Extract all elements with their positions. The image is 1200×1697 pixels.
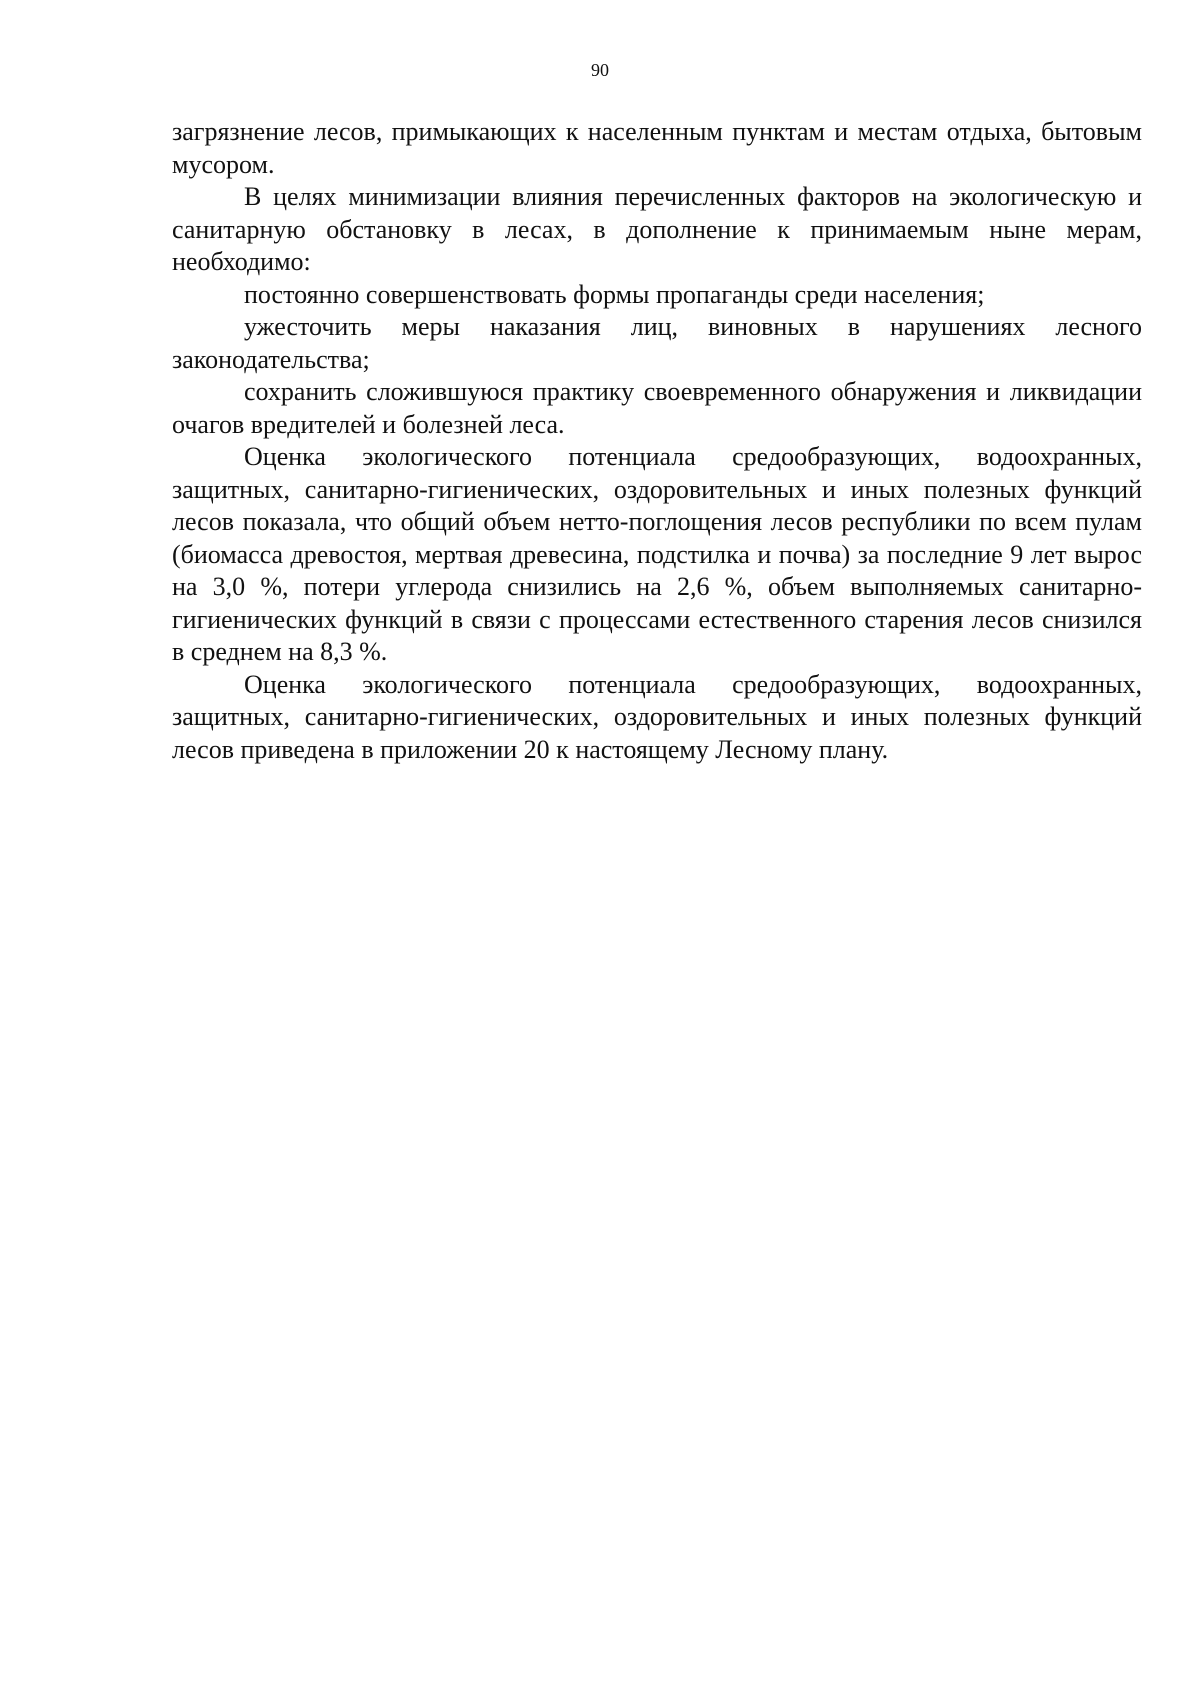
paragraph-appendix-reference: Оценка экологического потенциала средообразующих, водоохранных, защитных, санитарно-гигиенических, оздоровительных и иных полезных функций лесов приведена в приложении 20 к настоящему Лесному плану. xyxy=(172,669,1142,764)
paragraph-ecological-assessment: Оценка экологического потенциала средообразующих, водоохранных, защитных, санитарно-гигиенических, оздоровительных и иных полезных функций лесов показала, что общий объем нетто-поглощения лесов республики по всем пулам (биомасса древостоя, мертвая древесина, подстилка и почва) за последние 9 лет вырос на 3,0 %, потери углерода снизились на 2,6 %, объем выполняемых санитарно-гигиенических функций в связи с процессами естественного старения лесов снизился в среднем на 8,3 %. xyxy=(172,442,1142,666)
list-item-propaganda: постоянно совершенствовать формы пропаганды среди населения; xyxy=(244,279,985,309)
list-item-penalties: ужесточить меры наказания лиц, виновных в нарушениях лесного законодательства; xyxy=(172,312,1142,374)
paragraph-measures-intro: В целях минимизации влияния перечисленных факторов на экологическую и санитарную обстановку в лесах, в дополнение к принимаемым ныне мерам, необходимо: xyxy=(172,182,1142,276)
document-body xyxy=(172,116,1142,766)
paragraph-continuation: загрязнение лесов, примыкающих к населенным пунктам и местам отдыха, бытовым мусором. xyxy=(172,117,1142,179)
list-item-pest-detection: сохранить сложившуюся практику своевременного обнаружения и ликвидации очагов вредителей и болезней леса. xyxy=(172,377,1142,439)
page-number: 90 xyxy=(591,60,609,80)
